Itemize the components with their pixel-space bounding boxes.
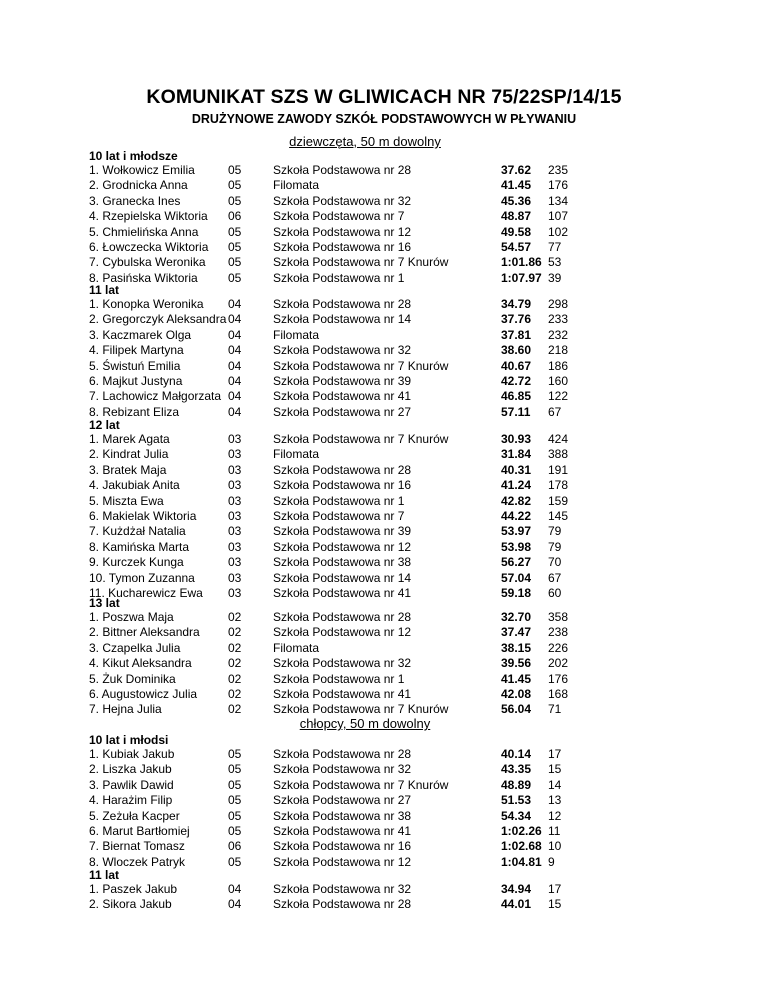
school-name: Szkoła Podstawowa nr 28 bbox=[273, 610, 412, 624]
birth-year: 03 bbox=[228, 586, 242, 600]
swimmer-name: 6. Majkut Justyna bbox=[89, 374, 183, 388]
birth-year: 03 bbox=[228, 478, 242, 493]
page-title: KOMUNIKAT SZS W GLIWICACH NR 75/22SP/14/15 bbox=[146, 86, 622, 108]
age-group-header: 10 lat i młodsze bbox=[89, 149, 178, 163]
result-row bbox=[0, 882, 768, 897]
school-name: Szkoła Podstawowa nr 1 bbox=[273, 671, 405, 686]
swim-time: 1:07.97 bbox=[501, 270, 542, 285]
swim-time: 42.08 bbox=[501, 687, 532, 701]
points: 178 bbox=[548, 478, 569, 493]
points: 12 bbox=[548, 808, 562, 823]
birth-year: 04 bbox=[228, 312, 242, 327]
school-name: Szkoła Podstawowa nr 12 bbox=[273, 224, 412, 239]
result-row bbox=[0, 297, 768, 312]
school-name: Szkoła Podstawowa nr 41 bbox=[273, 389, 412, 404]
swimmer-name: 7. Hejna Julia bbox=[89, 702, 162, 717]
birth-year: 02 bbox=[228, 687, 242, 701]
birth-year: 05 bbox=[228, 255, 242, 270]
swim-time: 45.36 bbox=[501, 193, 532, 208]
swimmer-name: 9. Kurczek Kunga bbox=[89, 555, 184, 570]
birth-year: 03 bbox=[228, 539, 242, 554]
points: 11 bbox=[548, 824, 561, 838]
points: 17 bbox=[548, 747, 562, 761]
section-heading: dziewczęta, 50 m dowolny bbox=[289, 134, 441, 149]
birth-year: 03 bbox=[228, 555, 242, 570]
points: 107 bbox=[548, 209, 569, 224]
school-name: Szkoła Podstawowa nr 12 bbox=[273, 854, 412, 869]
birth-year: 03 bbox=[228, 432, 242, 446]
swim-time: 44.01 bbox=[501, 897, 532, 912]
school-name: Filomata bbox=[273, 327, 320, 342]
swim-time: 54.57 bbox=[501, 240, 532, 254]
swimmer-name: 6. Marut Bartłomiej bbox=[89, 824, 190, 838]
birth-year: 05 bbox=[228, 270, 242, 285]
school-name: Szkoła Podstawowa nr 28 bbox=[273, 462, 412, 477]
age-group-header: 11 lat bbox=[89, 283, 120, 297]
school-name: Szkoła Podstawowa nr 7 bbox=[273, 209, 405, 224]
birth-year: 02 bbox=[228, 610, 242, 624]
birth-year: 06 bbox=[228, 209, 242, 224]
result-row bbox=[0, 524, 768, 539]
swimmer-name: 6. Augustowicz Julia bbox=[89, 687, 198, 701]
swim-time: 30.93 bbox=[501, 432, 532, 446]
school-name: Szkoła Podstawowa nr 7 Knurów bbox=[273, 255, 449, 270]
points: 53 bbox=[548, 255, 562, 270]
swimmer-name: 2. Bittner Aleksandra bbox=[89, 625, 200, 640]
swim-time: 40.31 bbox=[501, 462, 532, 477]
swimmer-name: 4. Filipek Martyna bbox=[89, 343, 184, 358]
swimmer-name: 5. Żuk Dominika bbox=[89, 671, 176, 686]
swimmer-name: 7. Kużdżał Natalia bbox=[89, 524, 186, 539]
swim-time: 34.94 bbox=[501, 882, 532, 896]
school-name: Szkoła Podstawowa nr 41 bbox=[273, 586, 412, 600]
swim-time: 1:02.68 bbox=[501, 839, 542, 854]
points: 298 bbox=[548, 297, 569, 311]
swimmer-name: 1. Konopka Weronika bbox=[89, 297, 204, 311]
school-name: Szkoła Podstawowa nr 7 Knurów bbox=[273, 358, 449, 373]
swimmer-name: 3. Granecka Ines bbox=[89, 193, 181, 208]
points: 176 bbox=[548, 178, 569, 193]
birth-year: 05 bbox=[228, 854, 242, 869]
birth-year: 03 bbox=[228, 462, 242, 477]
result-row bbox=[0, 641, 768, 656]
swimmer-name: 5. Miszta Ewa bbox=[89, 493, 164, 508]
swim-time: 1:01.86 bbox=[501, 255, 542, 270]
result-row bbox=[0, 555, 768, 570]
school-name: Szkoła Podstawowa nr 16 bbox=[273, 240, 412, 254]
swim-time: 54.34 bbox=[501, 808, 532, 823]
school-name: Szkoła Podstawowa nr 41 bbox=[273, 824, 412, 838]
school-name: Filomata bbox=[273, 640, 320, 655]
birth-year: 05 bbox=[228, 224, 242, 239]
school-name: Szkoła Podstawowa nr 7 Knurów bbox=[273, 702, 449, 717]
swim-time: 59.18 bbox=[501, 586, 532, 600]
points: 168 bbox=[548, 687, 569, 701]
school-name: Szkoła Podstawowa nr 32 bbox=[273, 193, 412, 208]
school-name: Szkoła Podstawowa nr 7 bbox=[273, 509, 405, 523]
swim-time: 42.72 bbox=[501, 374, 532, 388]
points: 79 bbox=[548, 524, 562, 539]
birth-year: 03 bbox=[228, 447, 242, 462]
swimmer-name: 1. Poszwa Maja bbox=[89, 610, 174, 624]
points: 134 bbox=[548, 193, 569, 208]
swimmer-name: 3. Pawlik Dawid bbox=[89, 777, 174, 792]
result-row bbox=[0, 432, 768, 447]
swim-time: 34.79 bbox=[501, 297, 532, 311]
swimmer-name: 11. Kucharewicz Ewa bbox=[89, 586, 203, 600]
birth-year: 02 bbox=[228, 656, 242, 671]
birth-year: 05 bbox=[228, 163, 242, 177]
points: 232 bbox=[548, 327, 569, 342]
result-row bbox=[0, 656, 768, 671]
points: 186 bbox=[548, 358, 569, 373]
points: 70 bbox=[548, 555, 562, 570]
result-row bbox=[0, 809, 768, 824]
result-row bbox=[0, 672, 768, 687]
school-name: Szkoła Podstawowa nr 32 bbox=[273, 762, 412, 777]
swimmer-name: 4. Harażim Filip bbox=[89, 793, 173, 808]
swim-time: 40.14 bbox=[501, 747, 532, 761]
points: 238 bbox=[548, 625, 569, 640]
birth-year: 04 bbox=[228, 374, 242, 388]
school-name: Szkoła Podstawowa nr 32 bbox=[273, 882, 412, 896]
swimmer-name: 1. Paszek Jakub bbox=[89, 882, 178, 896]
points: 218 bbox=[548, 343, 569, 358]
swim-time: 38.15 bbox=[501, 640, 532, 655]
result-row bbox=[0, 178, 768, 193]
swim-time: 57.04 bbox=[501, 570, 532, 585]
birth-year: 02 bbox=[228, 640, 242, 655]
birth-year: 05 bbox=[228, 824, 242, 838]
swimmer-name: 2. Sikora Jakub bbox=[89, 897, 172, 912]
school-name: Szkoła Podstawowa nr 41 bbox=[273, 687, 412, 701]
swimmer-name: 10. Tymon Zuzanna bbox=[89, 570, 195, 585]
swimmer-name: 3. Bratek Maja bbox=[89, 462, 167, 477]
points: 67 bbox=[548, 404, 562, 419]
swim-time: 31.84 bbox=[501, 447, 532, 462]
school-name: Szkoła Podstawowa nr 28 bbox=[273, 897, 412, 912]
result-row bbox=[0, 625, 768, 640]
section-heading: chłopcy, 50 m dowolny bbox=[299, 716, 431, 731]
birth-year: 04 bbox=[228, 327, 242, 342]
birth-year: 02 bbox=[228, 671, 242, 686]
points: 191 bbox=[548, 462, 569, 477]
result-row bbox=[0, 163, 768, 178]
swim-time: 44.22 bbox=[501, 509, 532, 523]
swimmer-name: 5. Zeżuła Kacper bbox=[89, 808, 180, 823]
school-name: Szkoła Podstawowa nr 39 bbox=[273, 374, 412, 388]
result-row bbox=[0, 343, 768, 358]
school-name: Szkoła Podstawowa nr 12 bbox=[273, 539, 412, 554]
swimmer-name: 8. Wloczek Patryk bbox=[89, 854, 186, 869]
swimmer-name: 2. Liszka Jakub bbox=[89, 762, 172, 777]
result-row bbox=[0, 778, 768, 793]
swimmer-name: 6. Łowczecka Wiktoria bbox=[89, 240, 209, 254]
swim-time: 48.89 bbox=[501, 777, 532, 792]
points: 10 bbox=[548, 839, 562, 854]
result-row bbox=[0, 359, 768, 374]
swimmer-name: 8. Kamińska Marta bbox=[89, 539, 190, 554]
result-row bbox=[0, 793, 768, 808]
result-row bbox=[0, 240, 768, 255]
result-row bbox=[0, 194, 768, 209]
swim-time: 51.53 bbox=[501, 793, 532, 808]
points: 102 bbox=[548, 224, 569, 239]
points: 160 bbox=[548, 374, 569, 388]
swim-time: 57.11 bbox=[501, 404, 531, 419]
result-row bbox=[0, 540, 768, 555]
birth-year: 04 bbox=[228, 404, 242, 419]
result-row bbox=[0, 255, 768, 270]
result-row bbox=[0, 839, 768, 854]
points: 159 bbox=[548, 493, 569, 508]
result-row bbox=[0, 478, 768, 493]
school-name: Szkoła Podstawowa nr 14 bbox=[273, 312, 412, 327]
school-name: Szkoła Podstawowa nr 27 bbox=[273, 404, 412, 419]
swim-time: 48.87 bbox=[501, 209, 532, 224]
points: 15 bbox=[548, 762, 562, 777]
school-name: Szkoła Podstawowa nr 28 bbox=[273, 297, 412, 311]
swimmer-name: 4. Rzepielska Wiktoria bbox=[89, 209, 208, 224]
page-subtitle: DRUŻYNOWE ZAWODY SZKÓŁ PODSTAWOWYCH W PŁYWANIU bbox=[191, 112, 577, 126]
school-name: Szkoła Podstawowa nr 1 bbox=[273, 270, 405, 285]
school-name: Szkoła Podstawowa nr 28 bbox=[273, 163, 412, 177]
birth-year: 04 bbox=[228, 297, 242, 311]
swim-time: 32.70 bbox=[501, 610, 532, 624]
swim-time: 1:02.26 bbox=[501, 824, 542, 838]
birth-year: 03 bbox=[228, 493, 242, 508]
points: 17 bbox=[548, 882, 562, 896]
points: 202 bbox=[548, 656, 569, 671]
result-row bbox=[0, 312, 768, 327]
birth-year: 05 bbox=[228, 762, 242, 777]
school-name: Szkoła Podstawowa nr 16 bbox=[273, 839, 412, 854]
result-row bbox=[0, 463, 768, 478]
result-row bbox=[0, 328, 768, 343]
swim-time: 37.47 bbox=[501, 625, 532, 640]
swimmer-name: 2. Grodnicka Anna bbox=[89, 178, 188, 193]
swim-time: 41.24 bbox=[501, 478, 532, 493]
result-row bbox=[0, 209, 768, 224]
points: 39 bbox=[548, 270, 562, 285]
school-name: Szkoła Podstawowa nr 16 bbox=[273, 478, 412, 493]
points: 176 bbox=[548, 671, 569, 686]
birth-year: 02 bbox=[228, 702, 242, 717]
birth-year: 04 bbox=[228, 343, 242, 358]
points: 388 bbox=[548, 447, 569, 462]
points: 60 bbox=[548, 586, 562, 600]
school-name: Szkoła Podstawowa nr 32 bbox=[273, 656, 412, 671]
points: 67 bbox=[548, 570, 562, 585]
swimmer-name: 4. Jakubiak Anita bbox=[89, 478, 180, 493]
swim-time: 49.58 bbox=[501, 224, 532, 239]
school-name: Szkoła Podstawowa nr 28 bbox=[273, 747, 412, 761]
birth-year: 04 bbox=[228, 882, 242, 896]
birth-year: 05 bbox=[228, 240, 242, 254]
result-row bbox=[0, 374, 768, 389]
swimmer-name: 3. Kaczmarek Olga bbox=[89, 327, 192, 342]
school-name: Szkoła Podstawowa nr 27 bbox=[273, 793, 412, 808]
birth-year: 05 bbox=[228, 193, 242, 208]
age-group-header: 12 lat bbox=[89, 418, 120, 432]
points: 233 bbox=[548, 312, 569, 327]
school-name: Szkoła Podstawowa nr 7 Knurów bbox=[273, 432, 449, 446]
result-row bbox=[0, 447, 768, 462]
result-row bbox=[0, 824, 768, 839]
swim-time: 53.97 bbox=[501, 524, 532, 539]
points: 13 bbox=[548, 793, 562, 808]
birth-year: 04 bbox=[228, 389, 242, 404]
result-row bbox=[0, 571, 768, 586]
age-group-header: 10 lat i młodsi bbox=[89, 733, 169, 747]
swimmer-name: 1. Kubiak Jakub bbox=[89, 747, 175, 761]
swimmer-name: 7. Cybulska Weronika bbox=[89, 255, 206, 270]
birth-year: 05 bbox=[228, 777, 242, 792]
birth-year: 03 bbox=[228, 524, 242, 539]
school-name: Filomata bbox=[273, 447, 320, 462]
swim-time: 38.60 bbox=[501, 343, 532, 358]
swim-time: 56.04 bbox=[501, 702, 532, 717]
swim-time: 46.85 bbox=[501, 389, 532, 404]
result-row bbox=[0, 747, 768, 762]
result-row bbox=[0, 687, 768, 702]
points: 424 bbox=[548, 432, 569, 446]
result-row bbox=[0, 389, 768, 404]
school-name: Szkoła Podstawowa nr 38 bbox=[273, 555, 412, 570]
result-row bbox=[0, 762, 768, 777]
result-row bbox=[0, 509, 768, 524]
points: 358 bbox=[548, 610, 569, 624]
age-group-header: 13 lat bbox=[89, 596, 120, 610]
points: 14 bbox=[548, 777, 562, 792]
points: 145 bbox=[548, 509, 569, 523]
points: 77 bbox=[548, 240, 562, 254]
points: 122 bbox=[548, 389, 569, 404]
swim-time: 37.62 bbox=[501, 163, 532, 177]
birth-year: 02 bbox=[228, 625, 242, 640]
result-row bbox=[0, 225, 768, 240]
points: 79 bbox=[548, 539, 562, 554]
birth-year: 05 bbox=[228, 747, 242, 761]
birth-year: 05 bbox=[228, 178, 242, 193]
birth-year: 05 bbox=[228, 808, 242, 823]
swimmer-name: 7. Lachowicz Małgorzata bbox=[89, 389, 222, 404]
swimmer-name: 8. Pasińska Wiktoria bbox=[89, 270, 198, 285]
school-name: Szkoła Podstawowa nr 1 bbox=[273, 493, 405, 508]
swimmer-name: 6. Makielak Wiktoria bbox=[89, 509, 197, 523]
swim-time: 42.82 bbox=[501, 493, 532, 508]
swimmer-name: 4. Kikut Aleksandra bbox=[89, 656, 192, 671]
swimmer-name: 2. Gregorczyk Aleksandra bbox=[89, 312, 227, 327]
school-name: Szkoła Podstawowa nr 38 bbox=[273, 808, 412, 823]
swim-time: 41.45 bbox=[501, 178, 532, 193]
school-name: Szkoła Podstawowa nr 7 Knurów bbox=[273, 777, 449, 792]
swimmer-name: 8. Rebizant Eliza bbox=[89, 404, 180, 419]
birth-year: 04 bbox=[228, 358, 242, 373]
swim-time: 40.67 bbox=[501, 358, 532, 373]
birth-year: 04 bbox=[228, 897, 242, 912]
points: 71 bbox=[548, 702, 562, 717]
swimmer-name: 1. Wołkowicz Emilia bbox=[89, 163, 195, 177]
swimmer-name: 5. Świstuń Emilia bbox=[89, 358, 181, 373]
swim-time: 41.45 bbox=[501, 671, 532, 686]
result-row bbox=[0, 897, 768, 912]
school-name: Filomata bbox=[273, 178, 320, 193]
age-group-header: 11 lat bbox=[89, 868, 120, 882]
birth-year: 03 bbox=[228, 570, 242, 585]
swim-time: 56.27 bbox=[501, 555, 532, 570]
swim-time: 53.98 bbox=[501, 539, 532, 554]
swimmer-name: 3. Czapelka Julia bbox=[89, 640, 181, 655]
result-row bbox=[0, 610, 768, 625]
school-name: Szkoła Podstawowa nr 39 bbox=[273, 524, 412, 539]
swimmer-name: 1. Marek Agata bbox=[89, 432, 170, 446]
school-name: Szkoła Podstawowa nr 12 bbox=[273, 625, 412, 640]
school-name: Szkoła Podstawowa nr 14 bbox=[273, 570, 412, 585]
swimmer-name: 5. Chmielińska Anna bbox=[89, 224, 199, 239]
points: 15 bbox=[548, 897, 562, 912]
swim-time: 43.35 bbox=[501, 762, 532, 777]
swimmer-name: 2. Kindrat Julia bbox=[89, 447, 169, 462]
points: 9 bbox=[548, 854, 555, 869]
swimmer-name: 7. Biernat Tomasz bbox=[89, 839, 185, 854]
birth-year: 03 bbox=[228, 509, 242, 523]
swim-time: 1:04.81 bbox=[501, 854, 542, 869]
swim-time: 39.56 bbox=[501, 656, 532, 671]
result-row bbox=[0, 494, 768, 509]
points: 226 bbox=[548, 640, 569, 655]
points: 235 bbox=[548, 163, 569, 177]
swim-time: 37.81 bbox=[501, 327, 532, 342]
swim-time: 37.76 bbox=[501, 312, 532, 327]
birth-year: 06 bbox=[228, 839, 242, 854]
school-name: Szkoła Podstawowa nr 32 bbox=[273, 343, 412, 358]
birth-year: 05 bbox=[228, 793, 242, 808]
